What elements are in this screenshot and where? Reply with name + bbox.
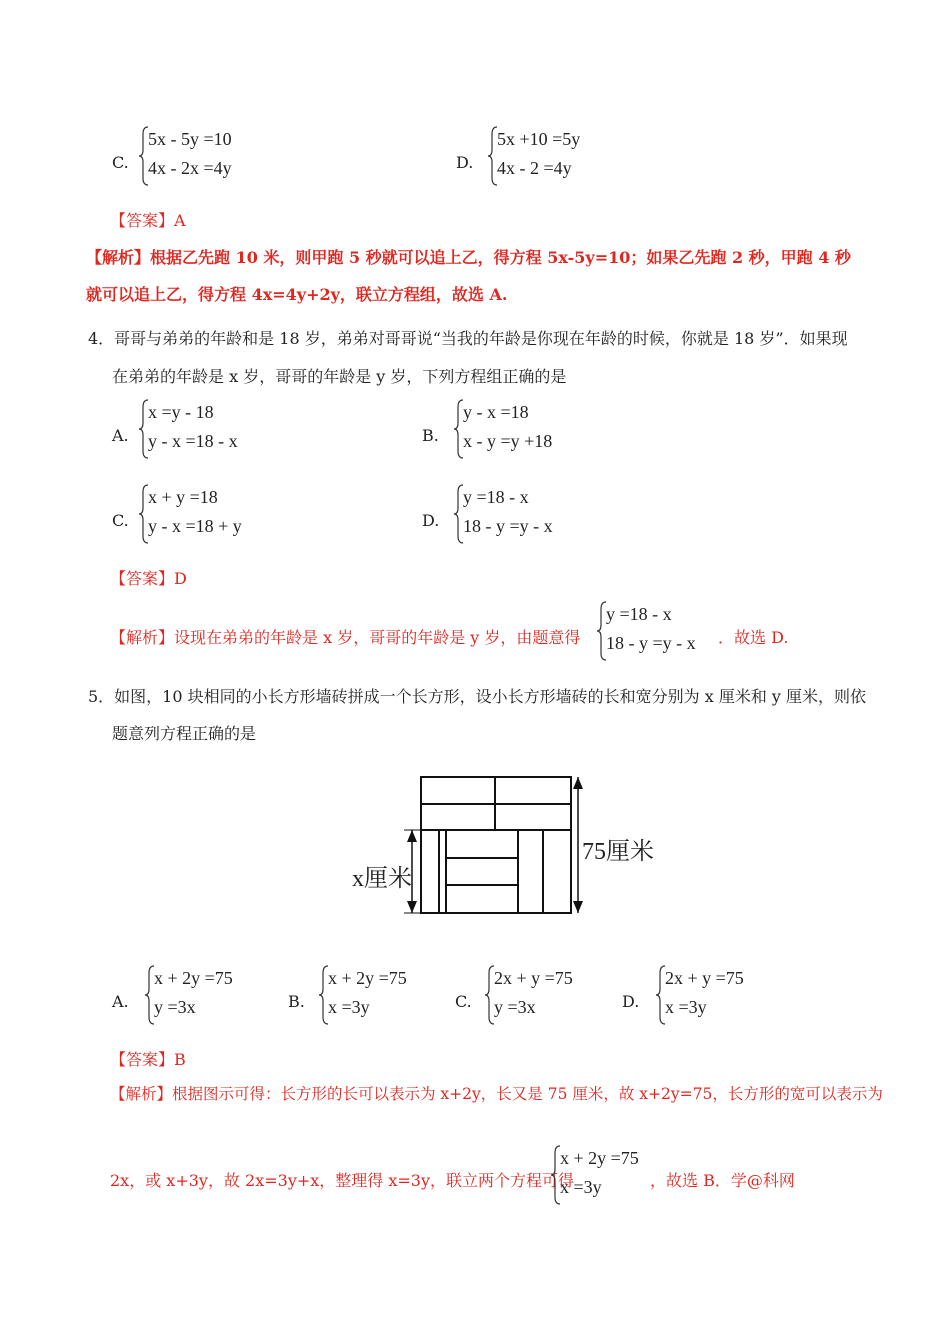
q4-option-c-label: C. [112, 511, 129, 530]
q4-stem-line2: 在弟弟的年龄是 x 岁，哥哥的年龄是 y 岁，下列方程组正确的是 [112, 367, 567, 386]
q4-option-b-system[interactable] [453, 399, 653, 461]
q4-option-d-label: D. [422, 511, 440, 530]
q4-analysis-prefix: 【解析】设现在弟弟的年龄是 x 岁，哥哥的年龄是 y 岁，由题意得 [110, 628, 581, 647]
q5-option-b-system[interactable] [318, 965, 448, 1027]
q5-option-c-system[interactable] [484, 965, 614, 1027]
q5-a-eq1: x + 2y =75 [154, 968, 233, 988]
q5-option-d-system[interactable] [655, 965, 785, 1027]
q5-option-a-label: A. [112, 992, 129, 1011]
q5-d-eq2: x =3y [665, 997, 707, 1017]
q3-d-eq1: 5x +10 =5y [497, 129, 581, 149]
q3-option-c-system[interactable] [138, 126, 338, 188]
q5-option-c-label: C. [455, 992, 472, 1011]
q5-analysis-suffix: ，故选 B．学@科网 [650, 1171, 795, 1190]
q5-answer: 【答案】B [110, 1050, 186, 1069]
q3-option-c-label: C. [112, 153, 129, 172]
q4-analysis-system [596, 601, 726, 663]
q4-analysis-eq2: 18 - y =y - x [606, 633, 696, 653]
q4-d-eq2: 18 - y =y - x [463, 516, 553, 536]
q4-c-eq2: y - x =18 + y [148, 516, 242, 536]
figure-height-label: 75厘米 [582, 839, 654, 865]
q4-d-eq1: y =18 - x [463, 487, 529, 507]
q4-option-b-label: B. [422, 426, 439, 445]
q4-analysis-eq1: y =18 - x [606, 604, 672, 624]
q3-option-d-label: D. [456, 153, 474, 172]
q5-a-eq2: y =3x [154, 997, 196, 1017]
q5-analysis-line1: 【解析】根据图示可得：长方形的长可以表示为 x+2y，长又是 75 厘米，故 x+2y=75，长方形的宽可以表示为 [110, 1085, 883, 1103]
q4-option-d-system[interactable] [453, 484, 653, 546]
q3-analysis-line1: 【解析】根据乙先跑 10 米，则甲跑 5 秒就可以追上乙，得方程 5x-5y=10；如果乙先跑 2 秒，甲跑 4 秒 [86, 248, 851, 267]
q5-b-eq1: x + 2y =75 [328, 968, 407, 988]
q4-a-eq1: x =y - 18 [148, 402, 214, 422]
q4-option-a-system[interactable] [138, 399, 338, 461]
q4-stem-line1: 4．哥哥与弟弟的年龄和是 18 岁，弟弟对哥哥说“当我的年龄是你现在年龄的时候，你就是 18 岁”．如果现 [88, 329, 848, 348]
q5-c-eq1: 2x + y =75 [494, 968, 573, 988]
q5-stem-line1: 5．如图，10 块相同的小长方形墙砖拼成一个长方形，设小长方形墙砖的长和宽分别为 x 厘米和 y 厘米，则依 [88, 687, 867, 706]
q4-c-eq1: x + y =18 [148, 487, 218, 507]
q5-b-eq2: x =3y [328, 997, 370, 1017]
q5-stem-line2: 题意列方程正确的是 [112, 724, 257, 743]
figure-x-label: x厘米 [352, 866, 412, 892]
q5-analysis-eq1: x + 2y =75 [560, 1148, 639, 1168]
q5-analysis-system [550, 1145, 660, 1207]
q4-option-c-system[interactable] [138, 484, 338, 546]
q4-a-eq2: y - x =18 - x [148, 431, 238, 451]
q3-analysis-line2: 就可以追上乙，得方程 4x=4y+2y，联立方程组，故选 A. [86, 285, 508, 304]
q5-analysis-eq2: x =3y [560, 1177, 602, 1197]
q5-option-d-label: D. [622, 992, 640, 1011]
q4-b-eq1: y - x =18 [463, 402, 529, 422]
q4-option-a-label: A. [112, 426, 129, 445]
q3-option-d-system[interactable] [487, 126, 687, 188]
brick-figure [340, 768, 670, 928]
q3-d-eq2: 4x - 2 =4y [497, 158, 572, 178]
q4-answer: 【答案】D [110, 569, 187, 588]
q3-answer: 【答案】A [110, 211, 186, 230]
q4-analysis-suffix: ．故选 D. [718, 628, 789, 647]
q3-c-eq1: 5x - 5y =10 [148, 129, 232, 149]
q5-option-a-system[interactable] [144, 965, 274, 1027]
q5-d-eq1: 2x + y =75 [665, 968, 744, 988]
q5-option-b-label: B. [288, 992, 305, 1011]
q4-b-eq2: x - y =y +18 [463, 431, 553, 451]
q5-analysis-line2-prefix: 2x，或 x+3y，故 2x=3y+x，整理得 x=3y，联立两个方程可得 [110, 1171, 575, 1190]
q3-c-eq2: 4x - 2x =4y [148, 158, 232, 178]
q5-c-eq2: y =3x [494, 997, 536, 1017]
